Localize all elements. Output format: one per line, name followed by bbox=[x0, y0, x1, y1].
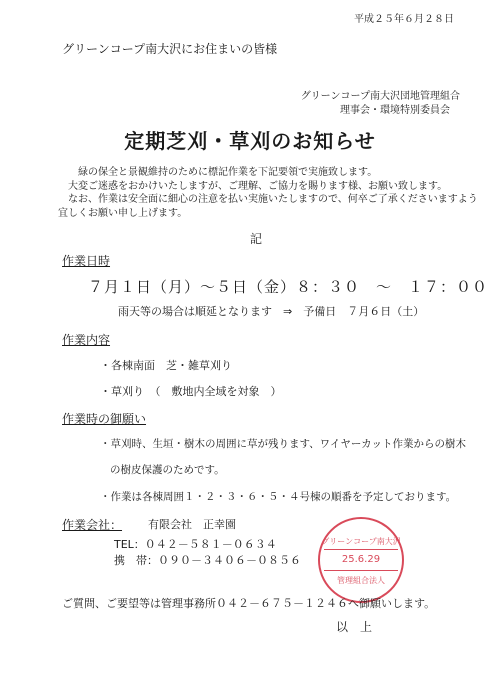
intro-paragraph bbox=[58, 166, 478, 220]
intro-line: 宜しくお願い申し上げます。 bbox=[58, 207, 188, 219]
rain-note: 雨天等の場合は順延となります ⇒ 予備日 ７月６日（土） bbox=[118, 305, 425, 318]
work-item: ・草刈り （ 敷地内全域を対象 ） bbox=[100, 385, 282, 398]
company-name: 有限会社 正幸園 bbox=[148, 518, 236, 531]
company-heading: 作業会社： bbox=[62, 518, 123, 532]
stamp-org: グリーンコープ南大沢 bbox=[321, 537, 401, 546]
stamp-corp: 管理組合法人 bbox=[337, 576, 385, 585]
notice-title: 定期芝刈・草刈のお知らせ bbox=[124, 129, 376, 153]
stamp-date: 25.6.29 bbox=[324, 549, 398, 571]
work-heading: 作業内容 bbox=[62, 333, 111, 347]
issuer-organization: グリーンコープ南大沢団地管理組合 bbox=[300, 91, 460, 102]
company-tel: TEL：０４２－５８１－０６３４ bbox=[114, 538, 277, 551]
request-item-1: ・草刈時、生垣・樹木の周囲に草が残ります、ワイヤーカット作業からの樹木 bbox=[100, 438, 467, 450]
approval-stamp bbox=[318, 517, 404, 603]
intro-line: なお、作業は安全面に細心の注意を払い実施いたしますので、何卒ご了承くださいますよう bbox=[68, 194, 478, 205]
ki-heading: 記 bbox=[250, 232, 263, 246]
addressee: グリーンコープ南大沢にお住まいの皆様 bbox=[62, 42, 278, 56]
schedule-dates: ７月１日（月）～５日（金）８：３０ ～ １７：００ bbox=[88, 278, 489, 296]
work-item: ・各棟南面 芝・雑草刈り bbox=[100, 359, 232, 372]
schedule-heading: 作業日時 bbox=[62, 254, 111, 268]
closing-contact: ご質問、ご要望等は管理事務所０４２－６７５－１２４６へ御願いします。 bbox=[62, 597, 436, 610]
request-heading: 作業時の御願い bbox=[62, 412, 147, 426]
issuer-committee: 理事会・環境特別委員会 bbox=[340, 105, 450, 116]
intro-line: 緑の保全と景観維持のために標記作業を下記要領で実施致します。 bbox=[78, 167, 378, 178]
document-date: 平成２５年６月２８日 bbox=[354, 14, 454, 25]
request-item-1-cont: の樹皮保護のためです。 bbox=[110, 464, 225, 476]
intro-line: 大変ご迷惑をおかけいたしますが、ご理解、ご協力を賜ります様、お願い致します。 bbox=[68, 180, 448, 192]
ijo-end: 以 上 bbox=[336, 620, 373, 634]
request-item-2: ・作業は各棟周囲１・２・３・６・５・４号棟の順番を予定しております。 bbox=[100, 491, 457, 503]
company-mobile: 携 帯：０９０－３４０６－０８５６ bbox=[114, 554, 301, 567]
